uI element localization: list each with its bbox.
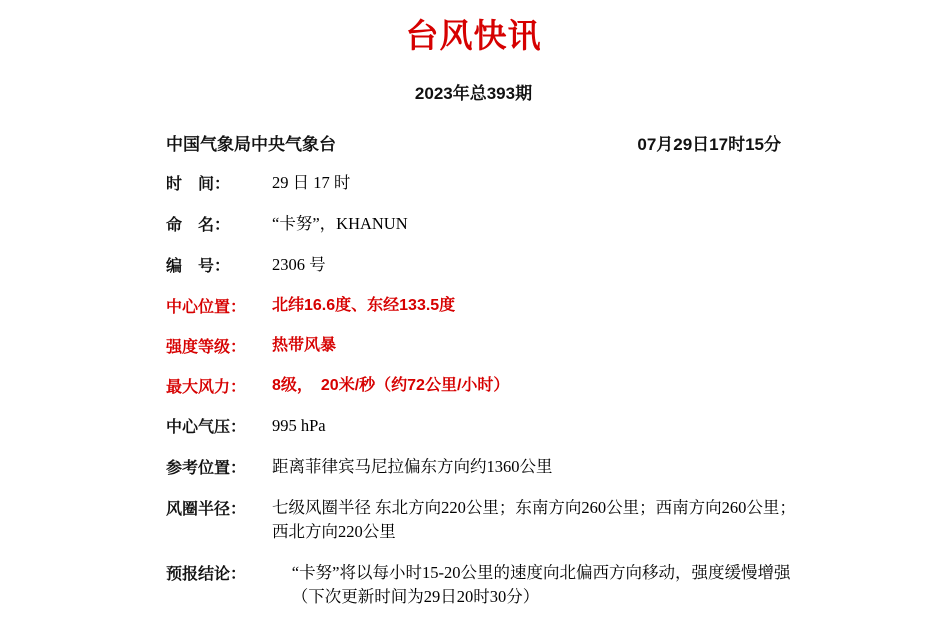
page-title: 台风快讯 (405, 17, 542, 54)
table-row-forecast (166, 561, 806, 626)
table-row (166, 496, 806, 561)
org-row (0, 130, 947, 155)
field-label: 时 间： (166, 176, 231, 193)
table-row (166, 334, 806, 374)
field-label: 强度等级： (166, 338, 247, 356)
field-value: “卡努”，KHANUN (272, 213, 408, 233)
table-row (166, 294, 806, 334)
bulletin-fields-table (166, 171, 806, 626)
table-row (166, 171, 806, 212)
field-label: 编 号： (166, 257, 231, 275)
table-row (166, 253, 806, 294)
field-value: 热带风暴 (272, 336, 337, 354)
forecast-label: 预报结论： (166, 566, 247, 584)
table-row (166, 374, 806, 414)
field-value: 2306 号 (272, 254, 326, 274)
field-value: 七级风圈半径 东北方向220公里；东南方向260公里；西南方向260公里；西北方向220公里 (272, 498, 796, 542)
field-label: 中心气压： (166, 419, 247, 437)
forecast-line-1: “卡努”将以每小时15-20公里的速度向北偏西方向移动，强度缓慢增强 (291, 563, 791, 583)
issue-datetime: 07月29日17时15分 (637, 135, 781, 154)
field-value: 8级， 20米/秒（约72公里/小时） (272, 377, 510, 395)
field-value: 29 日 17 时 (272, 173, 351, 192)
table-row (166, 455, 806, 496)
field-label: 命 名： (166, 216, 231, 234)
field-label: 参考位置： (166, 460, 247, 478)
field-label: 风圈半径： (166, 501, 247, 519)
table-row (166, 414, 806, 455)
table-row (166, 212, 806, 253)
field-value: 北纬16.6度、东经133.5度 (272, 296, 456, 314)
field-label: 中心位置： (166, 298, 247, 316)
field-label: 最大风力： (166, 379, 247, 397)
forecast-value (272, 561, 806, 626)
field-value: 995 hPa (272, 416, 326, 436)
field-value: 距离菲律宾马尼拉偏东方向约1360公里 (272, 457, 553, 477)
issue-number: 2023年总393期 (414, 84, 533, 103)
issuing-organization: 中国气象局中央气象台 (166, 135, 336, 154)
forecast-line-2: （下次更新时间为29日20时30分） (291, 586, 540, 606)
